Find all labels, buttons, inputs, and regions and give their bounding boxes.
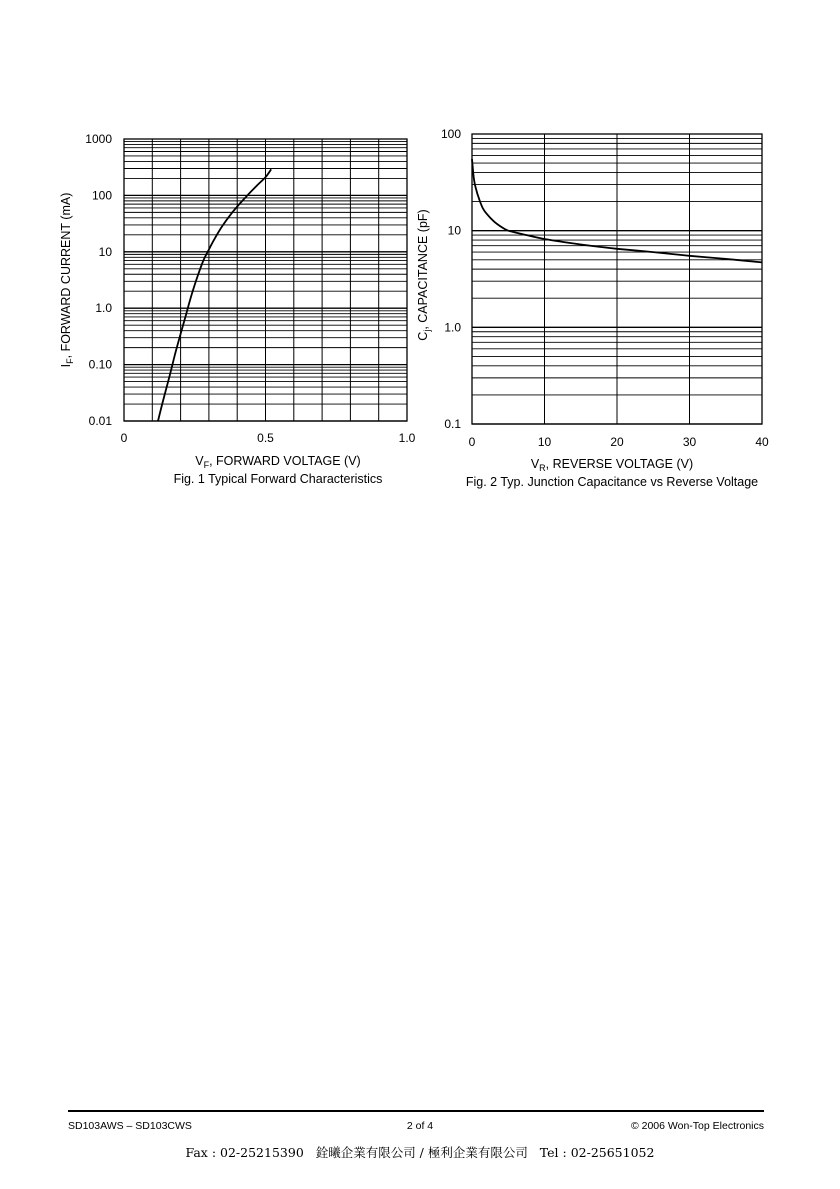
- c2-y-tick-label: 0.1: [444, 417, 461, 431]
- footer-copyright: © 2006 Won-Top Electronics: [630, 1120, 764, 1132]
- c1-x-tick-label: 1.0: [398, 431, 416, 445]
- footer-part-numbers: SD103AWS – SD103CWS: [68, 1120, 192, 1132]
- c1-series-line: [158, 169, 271, 421]
- footer-rule: [68, 1110, 764, 1112]
- charts-area: [0, 0, 840, 520]
- c2-x-tick-label: 0: [468, 435, 476, 449]
- c1-x-axis-label-sub: F: [203, 460, 210, 470]
- footer-page-number: 2 of 4: [406, 1120, 434, 1132]
- c1-y-tick-label: 1000: [85, 132, 112, 146]
- c2-grid: [472, 134, 762, 424]
- c1-tick-labels: [85, 132, 415, 445]
- c2-y-axis-label: [416, 209, 432, 340]
- c1-y-tick-label: 100: [91, 188, 112, 203]
- c1-y-tick-label: 0.10: [88, 357, 112, 372]
- c2-y-tick-label: 1.0: [444, 320, 461, 335]
- c1-y-axis-label-main: I: [59, 363, 73, 368]
- c1-y-axis-label-rest: , FORWARD CURRENT (mA): [59, 192, 73, 359]
- c2-y-axis-label-rest: , CAPACITANCE (pF): [416, 209, 430, 330]
- c1-y-axis-label-sub: F: [65, 358, 75, 364]
- c1-x-tick-label: 0.5: [257, 431, 274, 445]
- c2-x-tick-label: 40: [755, 435, 769, 449]
- c1-x-axis-label-rest: , FORWARD VOLTAGE (V): [209, 454, 361, 468]
- c2-figure-caption: Fig. 2 Typ. Junction Capacitance vs Reverse Voltage: [465, 475, 759, 489]
- c1-y-tick-label: 0.01: [88, 414, 112, 428]
- c2-tick-labels: [441, 127, 769, 449]
- c1-x-axis-label-main: V: [195, 454, 204, 468]
- c1-x-axis-label: [195, 454, 360, 470]
- c2-x-tick-label: 10: [537, 435, 552, 449]
- c2-x-axis-label-sub: R: [539, 463, 546, 473]
- c1-y-axis-label: [59, 193, 75, 368]
- c1-grid: [124, 139, 407, 421]
- chart-forward-characteristics: [59, 132, 416, 486]
- c2-y-tick-label: 10: [447, 223, 461, 238]
- c2-y-axis-label-sub: j: [422, 329, 432, 332]
- c2-x-axis-label-main: V: [530, 457, 540, 471]
- c2-x-axis-label-rest: , REVERSE VOLTAGE (V): [545, 457, 694, 471]
- c2-x-tick-label: 30: [682, 435, 697, 449]
- chart-junction-capacitance: [416, 127, 769, 489]
- c2-y-tick-label: 100: [440, 127, 461, 141]
- c1-y-tick-label: 1.0: [95, 301, 112, 316]
- c2-x-tick-label: 20: [610, 435, 624, 449]
- c1-y-tick-label: 10: [98, 244, 112, 259]
- c2-x-axis-label: [531, 457, 693, 473]
- c2-y-axis-label-main: C: [416, 331, 430, 341]
- c1-figure-caption: Fig. 1 Typical Forward Characteristics: [173, 472, 383, 486]
- c1-x-tick-label: 0: [120, 431, 128, 445]
- footer-contact-line: Fax : 02-25215390 銓曦企業有限公司 / 極利企業有限公司 Tel : 02-25651052: [185, 1145, 655, 1160]
